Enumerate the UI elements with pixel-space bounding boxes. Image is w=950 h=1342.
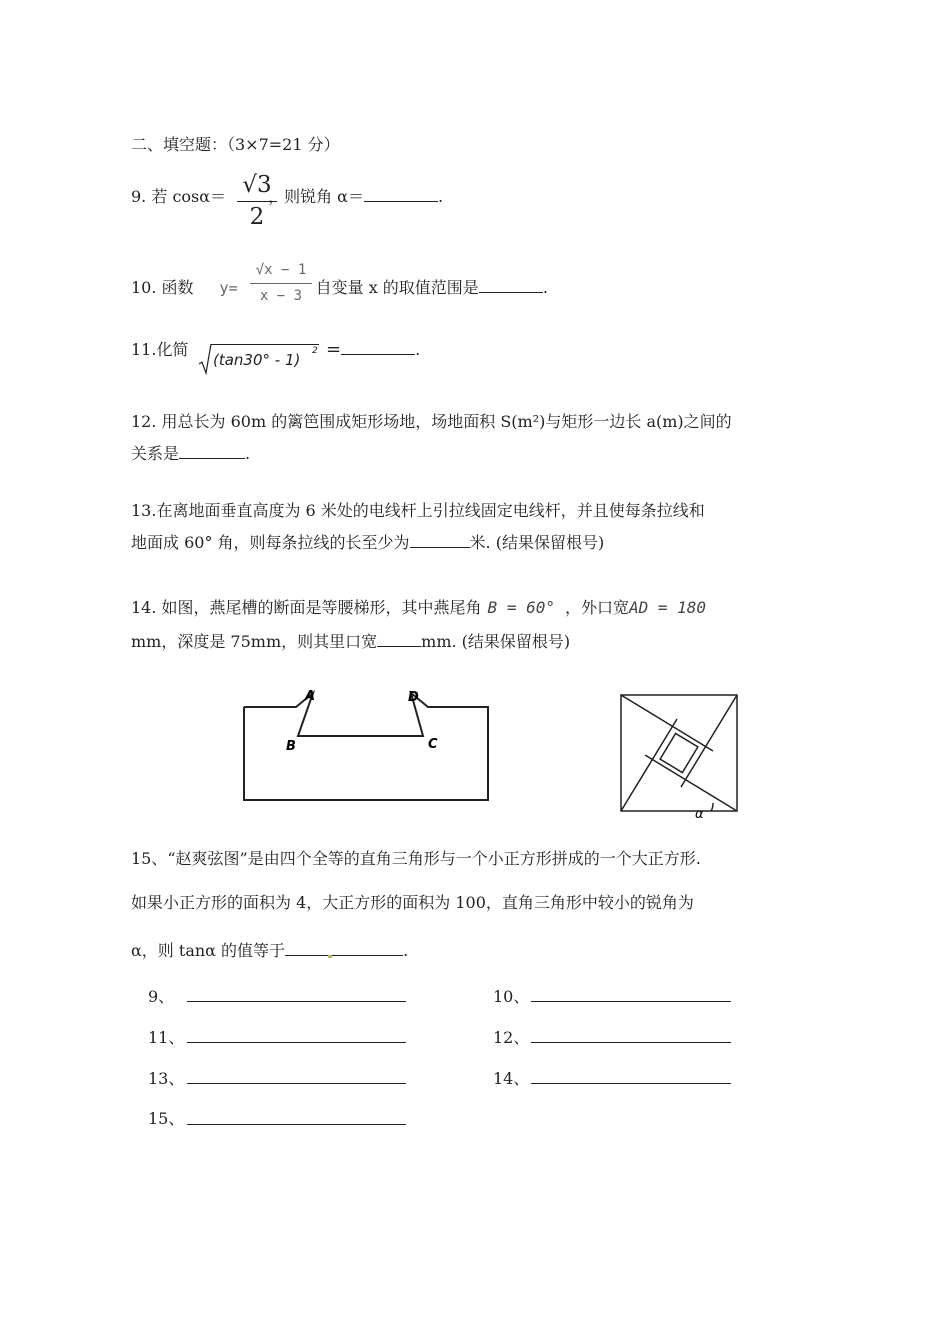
answer-line-13[interactable] — [187, 1083, 406, 1084]
yellow-mark — [328, 955, 332, 958]
q11-prefix: 11.化简 — [131, 340, 189, 359]
question-13-line1: 13.在离地面垂直高度为 6 米处的电线杆上引拉线固定电线杆，并且使每条拉线和 — [131, 501, 705, 520]
question-13-line2: 地面成 60° 角，则每条拉线的长至少为 米. (结果保留根号) — [131, 533, 605, 552]
label-a: A — [305, 689, 316, 704]
q10-prefix: 10. 函数 — [131, 278, 194, 297]
q11-tail: = . — [326, 339, 421, 360]
q9-suffix: ，则锐角 α＝ — [268, 187, 364, 206]
q11-radical — [198, 342, 328, 376]
q10-denominator: x − 3 — [259, 288, 303, 304]
q11-blank — [341, 340, 415, 355]
q9-denominator: 2 — [249, 204, 265, 230]
radical-sign-icon — [198, 342, 212, 376]
dovetail-figure — [238, 685, 494, 805]
question-10: 10. 函数 y= 自变量 x 的取值范围是 . — [131, 278, 548, 297]
q10-y-eq: y= — [219, 279, 238, 297]
q10-suffix: 自变量 x 的取值范围是 — [315, 278, 479, 297]
q15-blank — [285, 941, 403, 956]
big-square — [621, 695, 737, 811]
q12-blank — [179, 444, 245, 459]
answer-line-11[interactable] — [187, 1042, 406, 1043]
answer-line-10[interactable] — [531, 1001, 731, 1002]
question-14-line2: mm，深度是 75mm，则其里口宽 mm. (结果保留根号) — [131, 632, 571, 651]
q14-angle-expr: B = 60° — [487, 598, 555, 617]
answer-label-11: 11、 — [148, 1028, 185, 1047]
answer-line-15[interactable] — [187, 1124, 406, 1125]
section-heading: 二、填空题：（3×7=21 分） — [131, 135, 340, 154]
question-14-line1: 14. 如图，燕尾槽的断面是等腰梯形，其中燕尾角 B = 60° ，外口宽AD = 180 — [131, 598, 707, 617]
q10-blank — [479, 278, 543, 293]
label-c: C — [428, 737, 438, 752]
q13-blank — [410, 533, 470, 548]
label-b: B — [286, 739, 296, 754]
q9-fraction — [237, 170, 277, 231]
q14-blank — [377, 632, 421, 647]
question-11 — [131, 339, 188, 361]
answer-label-15: 15、 — [148, 1109, 185, 1128]
question-12-line1: 12. 用总长为 60m 的篱笆围成矩形场地，场地面积 S(m²)与矩形一边长 a(m)之间的 — [131, 412, 732, 431]
alpha-arc — [711, 803, 713, 811]
q14-width-expr: AD = 180 — [629, 598, 707, 617]
alpha-label: α — [695, 807, 704, 822]
small-square — [660, 733, 698, 772]
q9-blank — [364, 187, 438, 202]
answer-label-13: 13、 — [148, 1069, 185, 1088]
label-d: D — [408, 690, 419, 705]
q9-prefix: 9. 若 cosα＝ — [131, 187, 227, 206]
zhao-shuang-figure — [615, 690, 745, 822]
answer-line-14[interactable] — [531, 1083, 731, 1084]
question-15-line1: 15、“赵爽弦图”是由四个全等的直角三角形与一个小正方形拼成的一个大正方形. — [131, 849, 701, 868]
answer-line-12[interactable] — [531, 1042, 731, 1043]
question-15-line2: 如果小正方形的面积为 4，大正方形的面积为 100，直角三角形中较小的锐角为 — [131, 893, 694, 912]
answer-label-14: 14、 — [493, 1069, 530, 1088]
question-15-line3: α，则 tanα 的值等于 . — [131, 941, 409, 960]
dovetail-outline — [244, 693, 488, 800]
question-12-line2: 关系是 . — [131, 444, 251, 463]
q11-expression: (tan30° - 1) — [213, 351, 301, 369]
answer-label-12: 12、 — [493, 1028, 530, 1047]
q9-numerator: √3 — [242, 172, 272, 198]
answer-label-9: 9、 — [148, 987, 175, 1006]
question-9: 9. 若 cosα＝ ，则锐角 α＝ . — [131, 187, 444, 206]
answer-line-9[interactable] — [187, 1001, 406, 1002]
q10-numerator: √x − 1 — [255, 262, 307, 278]
q11-power: 2 — [312, 346, 318, 356]
q10-fraction — [250, 259, 312, 306]
answer-label-10: 10、 — [493, 987, 530, 1006]
